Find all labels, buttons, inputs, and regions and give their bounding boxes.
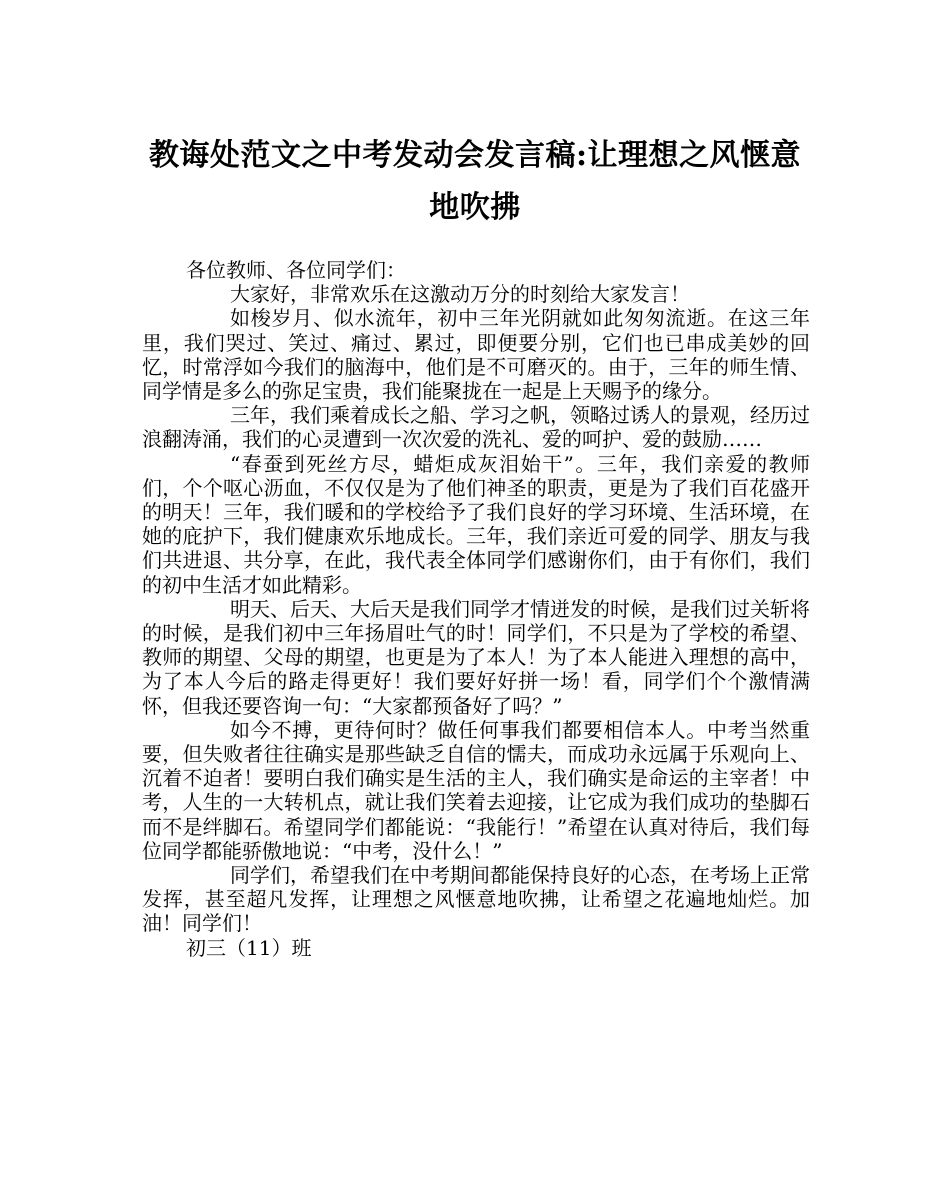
paragraph-3: 三年，我们乘着成长之船、学习之帆，领略过诱人的景观，经历过浪翻涛涌，我们的心灵遭到一次次爱的洗礼、爱的呵护、爱的鼓励…… [142,403,810,452]
paragraph-4: “春蚕到死丝方尽，蜡炬成灰泪始干”。三年，我们亲爱的教师们，个个呕心沥血，不仅仅是为了他们神圣的职责，更是为了我们百花盛开的明天！三年，我们暖和的学校给予了我们良好的学习环境、生活环境，在她的庇护下，我们健康欢乐地成长。三年，我们亲近可爱的同学、朋友与我们共进退、共分享，在此，我代表全体同学们感谢你们，由于有你们，我们的初中生活才如此精彩。 [142,451,810,597]
paragraph-5: 明天、后天、大后天是我们同学才情迸发的时候，是我们过关斩将的时候，是我们初中三年扬眉吐气的时！同学们，不只是为了学校的希望、教师的期望、父母的期望，也更是为了本人！为了本人能进入理想的高中，为了本人今后的路走得更好！我们要好好拼一场！看，同学们个个激情满怀，但我还要咨询一句：“大家都预备好了吗？” [142,596,810,718]
document-title: 教诲处范文之中考发动会发言稿:让理想之风惬意地吹拂 [148,138,802,225]
paragraph-1: 大家好，非常欢乐在这激动万分的时刻给大家发言！ [230,282,690,307]
greeting: 各位教师、各位同学们： [186,258,406,282]
document-body [142,258,810,960]
signature: 初三（11）班 [186,935,312,960]
paragraph-6: 如今不搏，更待何时？做任何事我们都要相信本人。中考当然重要，但失败者往往确实是那些缺乏自信的懦夫，而成功永远属于乐观向上、沉着不迫者！要明白我们确实是生活的主人，我们确实是命运的主宰者！中考，人生的一大转机点，就让我们笑着去迎接，让它成为我们成功的垫脚石而不是绊脚石。希望同学们都能说：“我能行！”希望在认真对待后，我们每位同学都能骄傲地说：“中考，没什么！” [142,717,810,863]
paragraph-7: 同学们，希望我们在中考期间都能保持良好的心态，在考场上正常发挥，甚至超凡发挥，让理想之风惬意地吹拂，让希望之花遍地灿烂。加油！同学们！ [142,863,810,936]
paragraph-2: 如梭岁月、似水流年，初中三年光阴就如此匆匆流逝。在这三年里，我们哭过、笑过、痛过、累过，即便要分别，它们也已串成美妙的回忆，时常浮如今我们的脑海中，他们是不可磨灭的。由于，三年的师生情、同学情是多么的弥足宝贵，我们能聚拢在一起是上天赐予的缘分。 [142,306,810,404]
